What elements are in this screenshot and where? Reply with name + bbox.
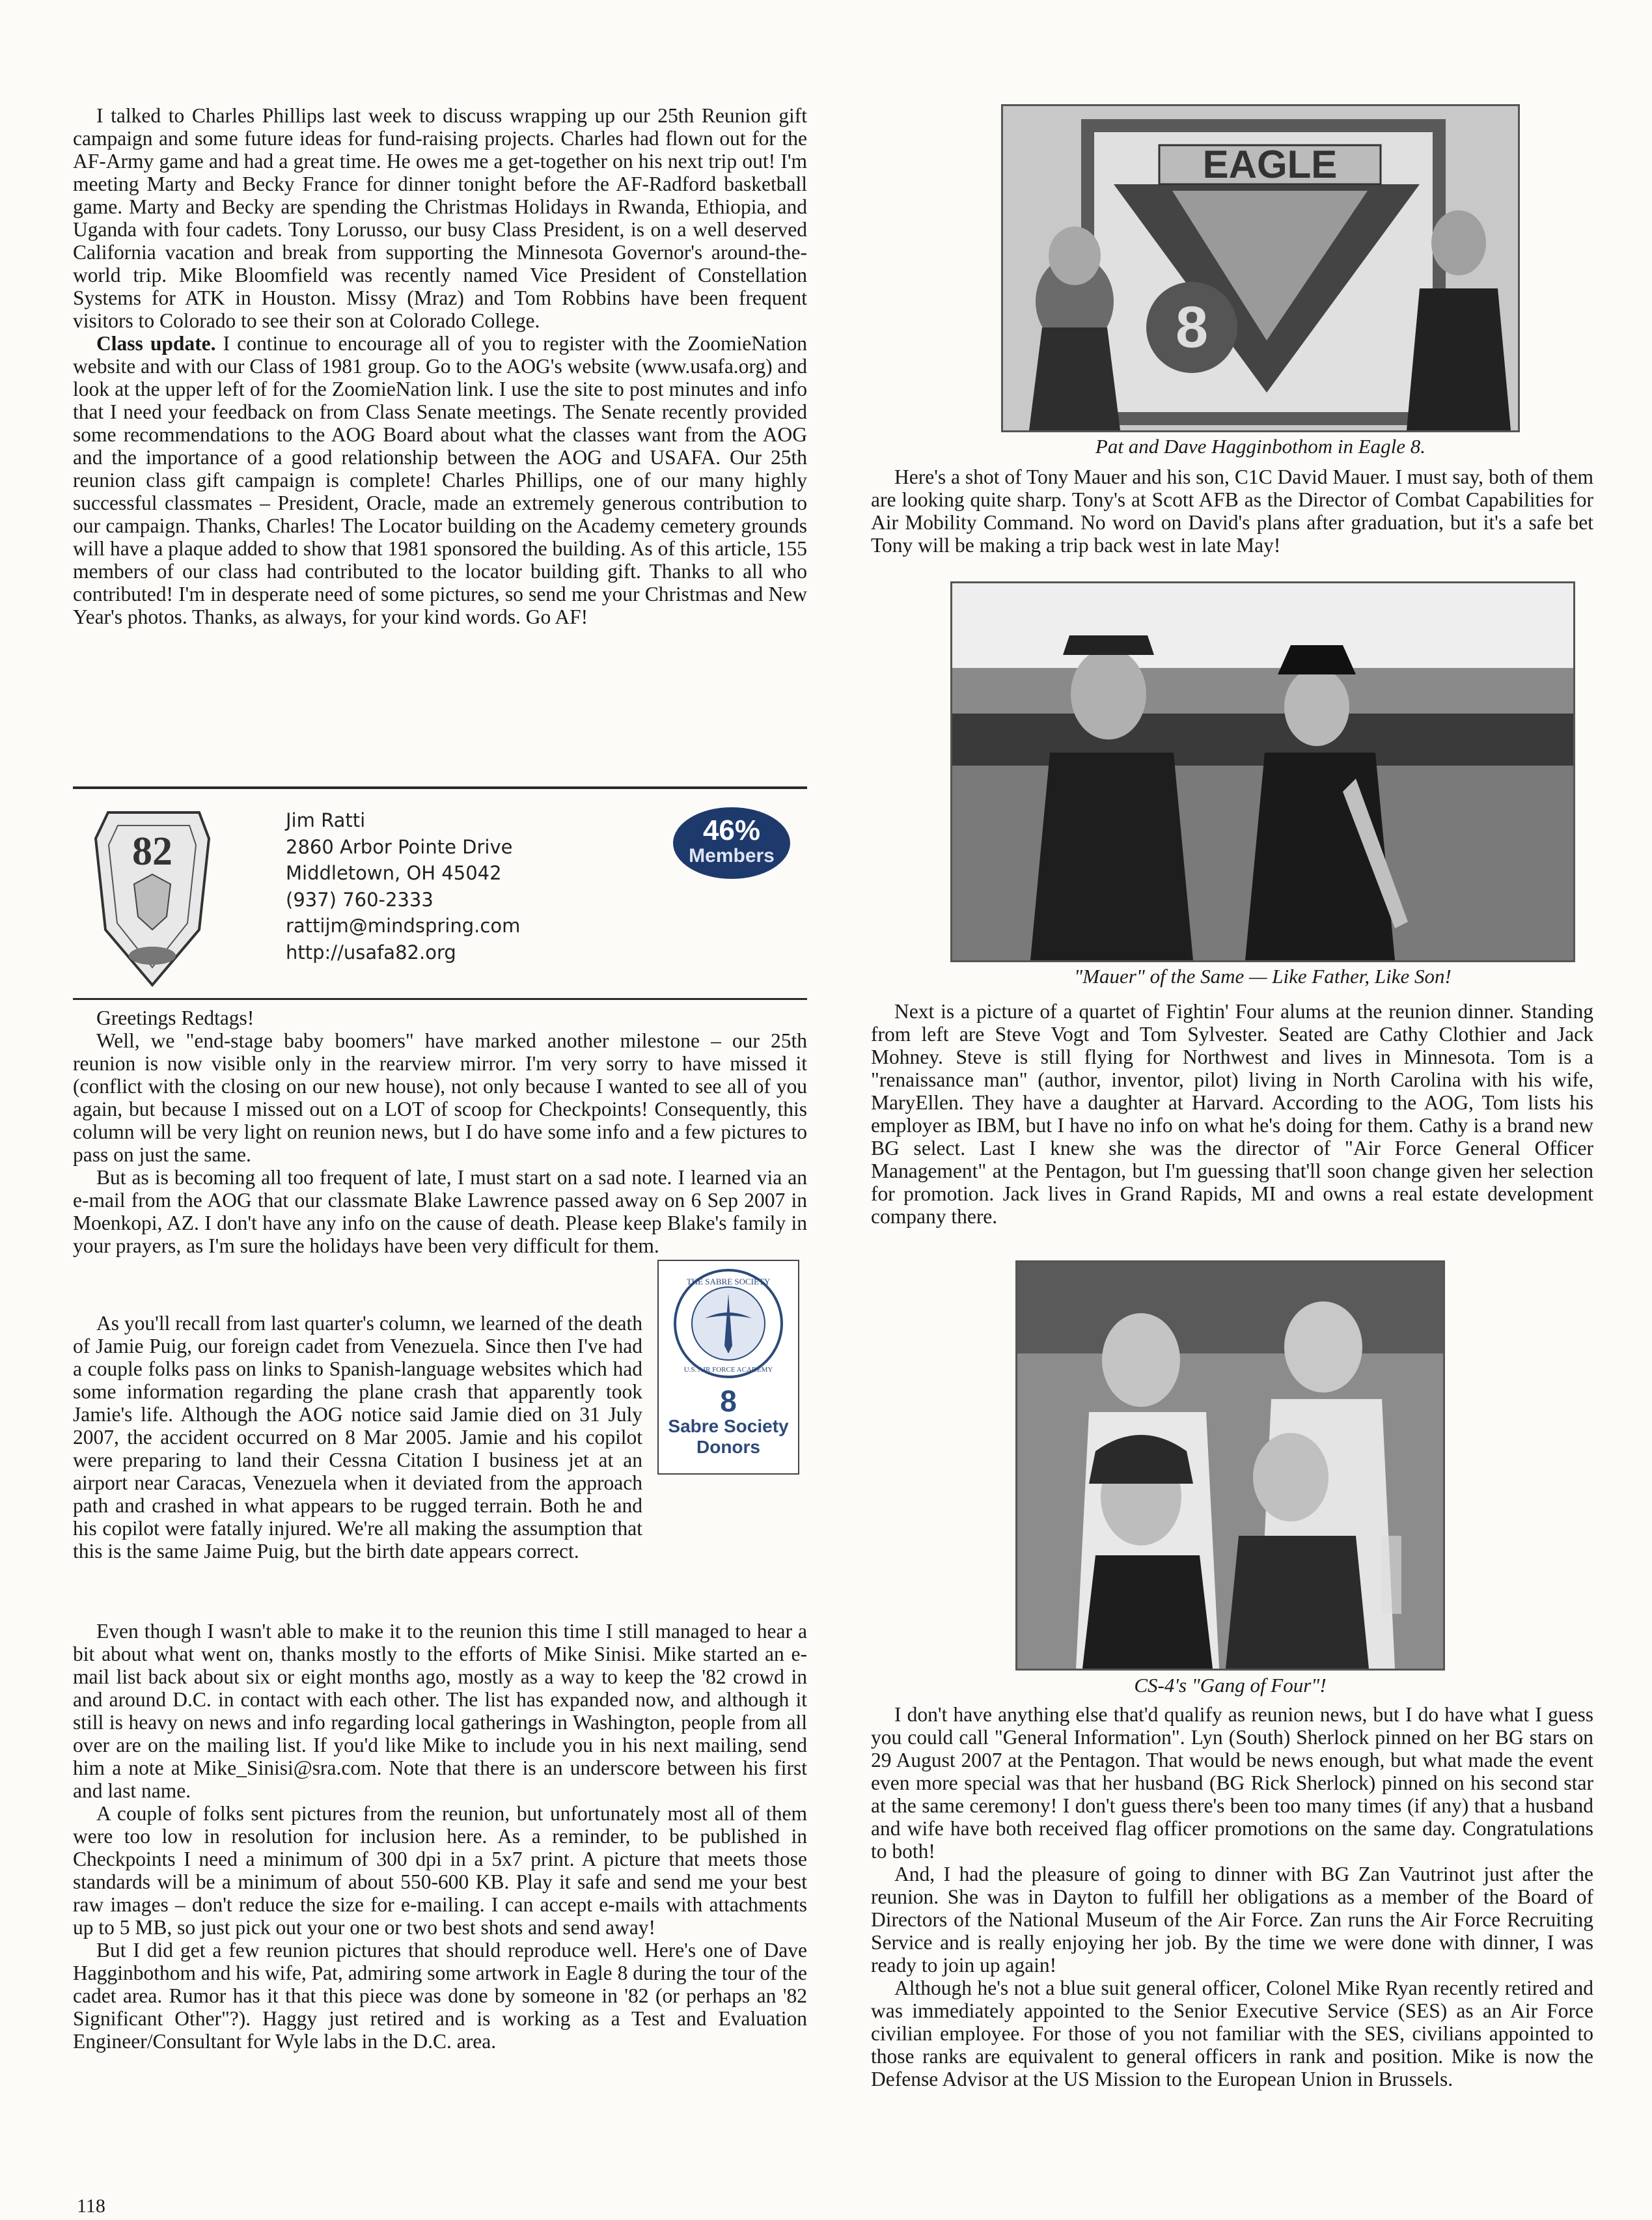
contact-email[interactable]: rattijm@mindspring.com (286, 915, 521, 937)
membership-badge (673, 807, 790, 879)
sabre-society-box (657, 1260, 799, 1475)
artwork-number: 8 (1175, 295, 1209, 360)
contact-website[interactable]: http://usafa82.org (286, 941, 456, 964)
membership-label: Members (689, 845, 775, 867)
sabre-label-line2: Donors (696, 1437, 760, 1457)
paragraph: As you'll recall from last quarter's column, we learned of the death of Jamie Puig, our foreign cadet from Venezuela. Since then I've had a couple folks pass on links to Spanish-language websites which had some information regarding the plane crash that apparently took Jamie's life. Although the AOG notice said Jamie died on 31 July 2007, the accident occurred on 8 Mar 2005. Jamie and his copilot were preparing to land their Cessna Citation I business jet at an airport near Caracas, Venezuela when it deviated from the approach path and crashed in what appears to be rugged terrain. Both he and his copilot were fatally injured. We're all making the assumption that this is the same Jaime Puig, but the birth date appears correct. (73, 1312, 642, 1562)
class-82-crest-icon (89, 799, 216, 990)
section-divider (73, 786, 807, 789)
class-1982-column-narrow (73, 1312, 642, 1562)
paragraph-text: I continue to encourage all of you to register with the ZoomieNation website and with our Class of 1981 group. Go to the AOG's website (www.usafa.org) and look at the upper left of for the ZoomieNation link. I use the site to post minutes and info that I need your feedback on from Class Senate meetings. The Senate recently provided some recommendations to the AOG Board about what the classes want from the AOG and the importance of a good relationship between the AOG and USAFA. Our 25th reunion class gift campaign is complete! Charles Phillips, one of our many highly successful classmates – President, Oracle, made an extremely generous contribution to our campaign. Thanks, Charles! The Locator building on the Academy cemetery grounds will have a plaque added to show that 1981 sponsored the building. As of this article, 155 members of our class had contributed to the locator building gift. Thanks to all who contributed! I'm in desperate need of some pictures, so send me your Christmas and New Year's photos. Thanks, as always, for your kind words. Go AF! (73, 332, 807, 628)
class-1982-column-lower (73, 1620, 807, 2053)
seal-text-bottom: U.S. AIR FORCE ACADEMY (683, 1366, 773, 1374)
paragraph: A couple of folks sent pictures from the reunion, but unfortunately most all of them were too low in resolution for inclusion here. As a reminder, to be published in Checkpoints I need a minimum of 300 dpi in a 5x7 print. A picture that meets those standards will be a minimum of about 550-600 KB. Play it safe and send me your best raw images – don't reduce the size for e-mailing. I can accept e-mails with attachments up to 5 MB, so just pick out your one or two best shots and send away! (73, 1802, 807, 1939)
photo-illustration (1017, 1262, 1443, 1669)
contact-phone: (937) 760-2333 (286, 888, 434, 911)
photo-illustration (1003, 106, 1518, 430)
right-paragraph-block (871, 1703, 1593, 2090)
crest-label: 82 (132, 829, 172, 874)
photo-mauer-father-son (950, 581, 1575, 962)
paragraph: Well, we "end-stage baby boomers" have marked another milestone – our 25th reunion is now visible only in the rearview mirror. I'm very sorry to have missed it (conflict with the closing on our new house), not only because I wanted to see all of you again, but because I missed out on a LOT of scoop for Checkpoints! Consequently, this column will be very light on reunion news, but I do have some info and a few pictures to pass on just the same. (73, 1029, 807, 1166)
contact-info (286, 807, 520, 965)
class-1981-column (73, 104, 807, 628)
class-1982-contact-block (89, 799, 807, 992)
seal-text: THE SABRE SOCIETY (686, 1277, 771, 1286)
paragraph (73, 1166, 807, 1257)
photo-illustration (952, 583, 1573, 960)
photo-caption: CS-4's "Gang of Four"! (1134, 1674, 1327, 1697)
paragraph: I talked to Charles Phillips last week to discuss wrapping up our 25th Reunion gift campaign and some future ideas for fund-raising projects. Charles had flown out for the AF-Army game and had a great time. He owes me a get-together on his next trip out! I'm meeting Marty and Becky France for dinner tonight before the AF-Radford basketball game. Marty and Becky are spending the Christmas Holidays in Rwanda, Ethiopia, and Uganda with four cadets. Tony Lorusso, our busy Class President, is on a well deserved California vacation and break from supporting the Minnesota Governor's around-the-world trip. Mike Bloomfield was recently named Vice President of Constellation Systems for ATK in Houston. Missy (Mraz) and Tom Robbins have been frequent visitors to Colorado to see their son at Colorado College. (73, 104, 807, 332)
paragraph: Although he's not a blue suit general officer, Colonel Mike Ryan recently retired and was immediately appointed to the Senior Executive Service (SES) as an Air Force civilian employee. For those of you not familiar with the SES, civilians appointed to those ranks are equivalent to general officers in rank and position. Mike is now the Defense Advisor at the US Mission to the European Union in Brussels. (871, 1977, 1593, 2090)
paragraph (73, 332, 807, 628)
contact-name: Jim Ratti (286, 809, 366, 831)
contact-street: 2860 Arbor Pointe Drive (286, 835, 513, 858)
class-update-heading: Class update. (96, 332, 216, 355)
greeting: Greetings Redtags! (96, 1006, 255, 1029)
photo-cs4-gang-of-four (1015, 1260, 1445, 1671)
paragraph-text: But as is becoming all too frequent of late, I must start on a sad note. I learned via an e-mail from the AOG that our classmate Blake Lawrence passed away on 6 Sep 2007 in Moenkopi, AZ. I don't have any info on the cause of death. Please keep Blake's family in your prayers, as I'm sure the holidays have been very difficult for them. (73, 1166, 807, 1257)
paragraph: Even though I wasn't able to make it to the reunion this time I still managed to hear a bit about what went on, thanks mostly to the efforts of Mike Sinisi. Mike started an e-mail list back about six or eight months ago, mostly as a way to keep the '82 crowd in and around D.C. in contact with each other. The list has expanded now, and although it still is heavy on news and info regarding local gatherings in Washington, people from all over are on the mailing list. If you'd like Mike to include you in his next mailing, send him a note at Mike_Sinisi@sra.com. Note that there is an underscore between his first and last name. (73, 1620, 807, 1802)
contact-city: Middletown, OH 45042 (286, 862, 502, 884)
artwork-text: EAGLE (1202, 143, 1338, 186)
photo-caption: Pat and Dave Hagginbothom in Eagle 8. (1095, 435, 1426, 458)
section-divider (73, 998, 807, 1000)
sabre-label-line1: Sabre Society (668, 1416, 789, 1436)
right-paragraph-block (871, 1000, 1593, 1228)
sabre-society-seal-icon (672, 1268, 784, 1380)
right-paragraph-block (871, 465, 1593, 557)
paragraph: I don't have anything else that'd qualify as reunion news, but I do have what I guess you could call "General Information". Lyn (South) Sherlock pinned on her BG stars on 29 August 2007 at the Pentagon. That would be news enough, but what made the event even more special was that her husband (BG Rick Sherlock) pinned on his second star at the same ceremony! I don't guess there's been too many times (if any) that a husband and wife have both received flag officer promotions on the same day. Congratulations to both! (871, 1703, 1593, 1863)
sabre-label (659, 1416, 798, 1458)
membership-percent: 46% (702, 814, 761, 846)
photo-caption: "Mauer" of the Same — Like Father, Like Son! (1074, 965, 1452, 988)
page-number: 118 (77, 2195, 105, 2217)
paragraph: But I did get a few reunion pictures that should reproduce well. Here's one of Dave Hagginbothom and his wife, Pat, admiring some artwork in Eagle 8 during the tour of the cadet area. Rumor has it that this piece was done by someone in '82 (or perhaps an '82 Significant Other"?). Haggy just retired and is working as a Test and Evaluation Engineer/Consultant for Wyle labs in the D.C. area. (73, 1939, 807, 2053)
paragraph: Next is a picture of a quartet of Fightin' Four alums at the reunion dinner. Standing from left are Steve Vogt and Tom Sylvester. Seated are Cathy Clothier and Jack Mohney. Steve is still flying for Northwest and lives in Minnesota. Tom is a "renaissance man" (author, inventor, pilot) living in North Carolina with his wife, MaryEllen. They have a daughter at Harvard. According to the AOG, Tom lists his employer as IBM, but I have no info on what he's doing for them. Cathy is a brand new BG select. Last I knew she was the director of "Air Force General Officer Management" at the Pentagon, but I'm guessing that'll soon change given her selection for promotion. Jack lives in Grand Rapids, MI and owns a real estate development company there. (871, 1000, 1593, 1228)
class-1982-column (73, 1006, 807, 1257)
photo-hagginbothom-eagle8 (1001, 104, 1520, 432)
paragraph: And, I had the pleasure of going to dinner with BG Zan Vautrinot just after the reunion. She was in Dayton to fulfill her obligations as a member of the Board of Directors of the National Museum of the Air Force. Zan runs the Air Force Recruiting Service and is really enjoying her job. By the time we were done with dinner, I was ready to join up again! (871, 1863, 1593, 1977)
sabre-donor-count: 8 (720, 1384, 737, 1418)
paragraph: Here's a shot of Tony Mauer and his son, C1C David Mauer. I must say, both of them are looking quite sharp. Tony's at Scott AFB as the Director of Combat Capabilities for Air Mobility Command. No word on David's plans after graduation, but it's a safe bet Tony will be making a trip back west in late May! (871, 465, 1593, 557)
